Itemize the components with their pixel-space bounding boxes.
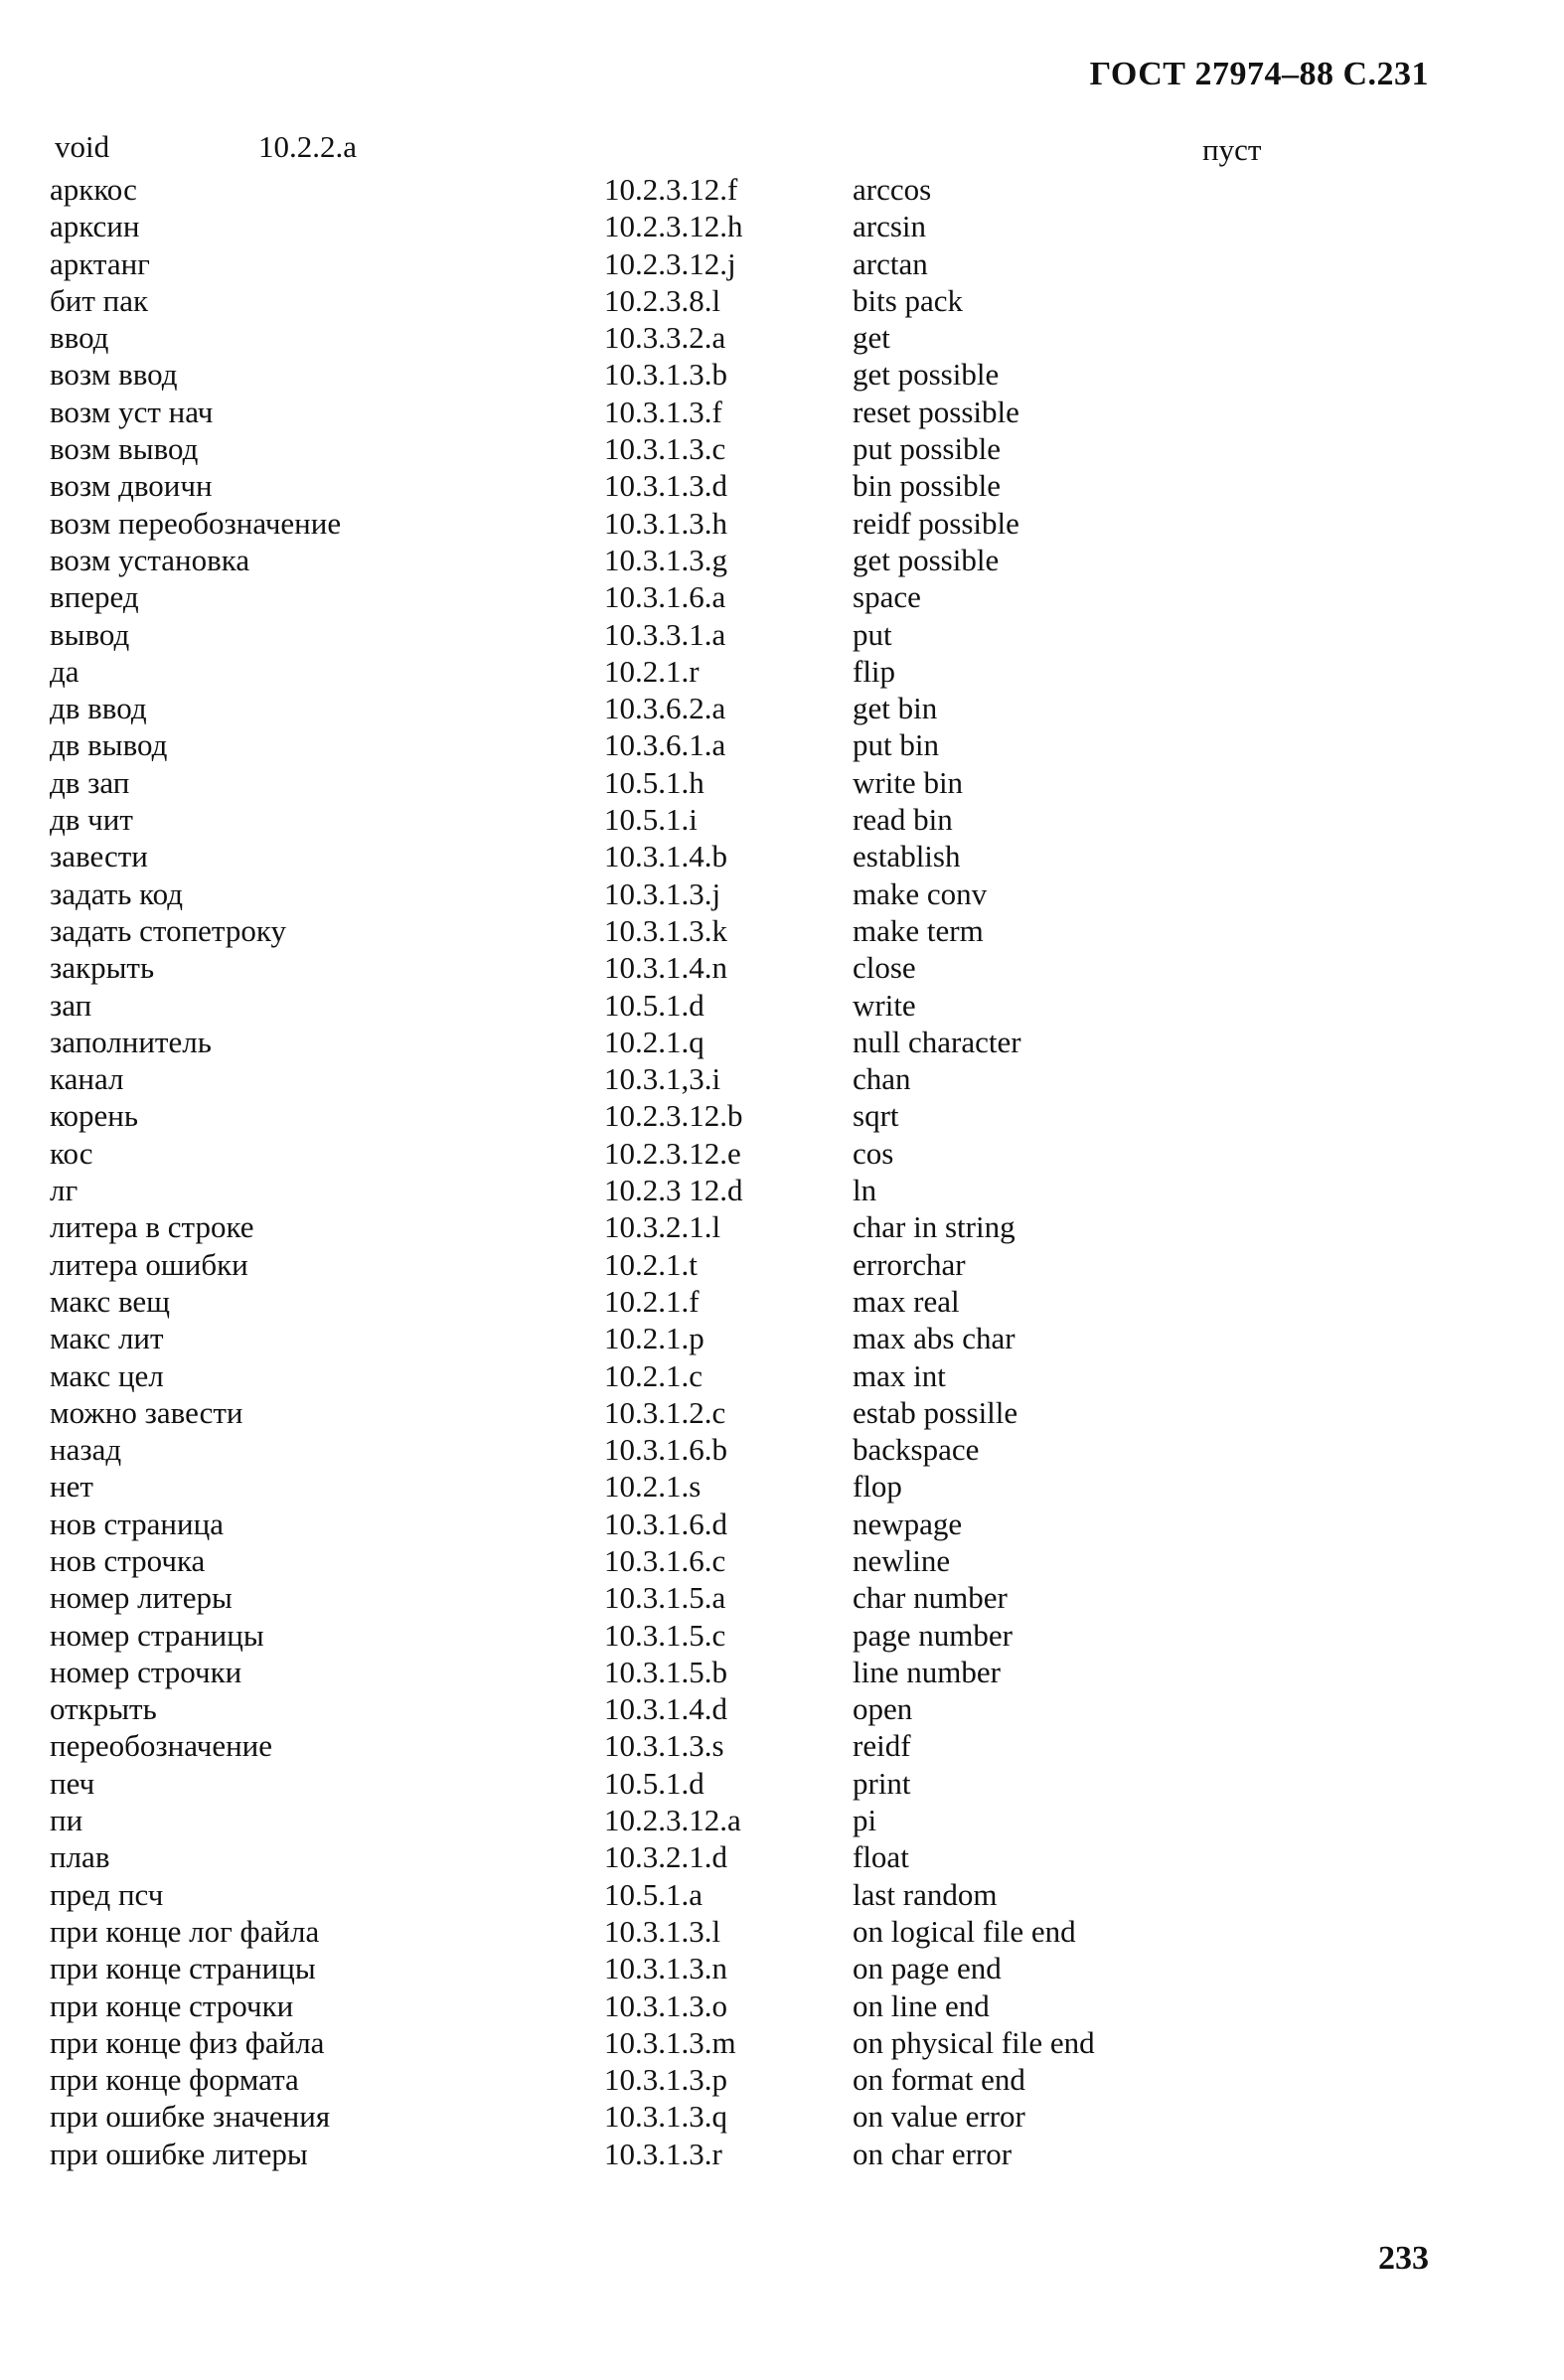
entry-translation: float: [853, 1839, 909, 1875]
index-entry: [0, 1394, 1564, 1431]
entry-reference: 10.3.1.3.h: [604, 505, 727, 541]
entry-name: пред псч: [50, 1876, 164, 1912]
entry-translation: put bin: [853, 727, 939, 763]
index-entry: [0, 726, 1564, 763]
entry-reference: 10.3.1.6.d: [604, 1506, 727, 1541]
entry-name: вперед: [50, 579, 139, 615]
entry-name: возм уст нач: [50, 394, 214, 429]
index-entry: [0, 394, 1564, 430]
entry-translation: print: [853, 1765, 911, 1801]
entry-translation: char in string: [853, 1209, 1016, 1245]
entry-translation: пуст: [1202, 132, 1262, 167]
entry-reference: 10.2.1.r: [604, 653, 700, 689]
entry-translation: line number: [853, 1654, 1001, 1689]
index-entry: [0, 430, 1564, 467]
index-entry: [0, 1690, 1564, 1727]
index-entry: [0, 912, 1564, 949]
entry-reference: 10.3.1.5.b: [604, 1654, 727, 1689]
entry-translation: bits pack: [853, 282, 964, 318]
index-entry: [0, 282, 1564, 319]
entry-translation: write: [853, 987, 916, 1023]
entry-reference: 10.3.1.3.d: [604, 468, 727, 504]
entry-name: при конце физ файла: [50, 2024, 325, 2060]
index-entry: [0, 1024, 1564, 1060]
index-entry: [0, 1987, 1564, 2024]
entry-translation: on line end: [853, 1987, 990, 2023]
entry-name: номер литеры: [50, 1580, 233, 1616]
entry-name: нов строчка: [50, 1542, 206, 1578]
entry-reference: 10.3.1.3.m: [604, 2024, 736, 2060]
index-entry: [0, 1060, 1564, 1097]
entry-name: при конце лог файла: [50, 1913, 320, 1949]
entry-reference: 10.3.1.4.b: [604, 839, 727, 874]
entry-reference: 10.5.1.i: [604, 802, 698, 838]
index-entry: [0, 690, 1564, 726]
entry-translation: max abs char: [853, 1321, 1016, 1356]
index-entry: [0, 653, 1564, 690]
index-entry: [0, 1542, 1564, 1579]
entry-reference: 10.2.1.f: [604, 1283, 700, 1319]
entry-translation: get possible: [853, 542, 1000, 577]
entry-translation: max int: [853, 1357, 946, 1393]
entry-reference: 10.3.2.1.l: [604, 1209, 721, 1245]
entry-reference: 10.3.1.3.k: [604, 912, 727, 948]
entry-translation: char number: [853, 1580, 1008, 1616]
entry-translation: bin possible: [853, 468, 1001, 504]
entry-reference: 10.3.3.1.a: [604, 616, 726, 652]
entry-reference: 10.3.1.3.c: [604, 431, 726, 467]
index-entry: [0, 1838, 1564, 1875]
index-entry: [0, 505, 1564, 542]
entry-name: при конце формата: [50, 2062, 299, 2098]
index-entry: [0, 1283, 1564, 1320]
entry-reference: 10.2.2.a: [258, 129, 358, 164]
index-entry: [0, 1135, 1564, 1172]
entry-reference: 10.2.3.12.f: [604, 172, 738, 207]
entry-name: нет: [50, 1469, 93, 1505]
entry-translation: backspace: [853, 1432, 980, 1468]
entry-translation: establish: [853, 839, 961, 874]
entry-name: макс вещ: [50, 1283, 171, 1319]
document-code: ГОСТ 27974–88 С.231: [1089, 56, 1429, 92]
entry-reference: 10.5.1.d: [604, 987, 704, 1023]
entry-reference: 10.2.3.12.h: [604, 209, 743, 244]
entry-name: дв ввод: [50, 691, 147, 726]
entry-name: бит пак: [50, 282, 149, 318]
entry-reference: 10.2.1.q: [604, 1024, 704, 1059]
entry-reference: 10.2.3.8.l: [604, 282, 721, 318]
index-entry: [0, 875, 1564, 912]
entry-reference: 10.3.1.3.s: [604, 1728, 724, 1764]
entry-reference: 10.3.1,3.i: [604, 1061, 721, 1097]
entry-translation: write bin: [853, 764, 964, 800]
entry-name: при конце страницы: [50, 1951, 316, 1986]
entry-reference: 10.2.1.s: [604, 1469, 702, 1505]
entry-reference: 10.3.1.3.b: [604, 357, 727, 393]
entry-name: макс цел: [50, 1357, 164, 1393]
entry-name: да: [50, 653, 79, 689]
entry-reference: 10.3.1.5.a: [604, 1580, 726, 1616]
index-entry: [0, 1468, 1564, 1505]
entry-name: нов страница: [50, 1506, 224, 1541]
index-entry: [0, 616, 1564, 653]
entry-translation: newpage: [853, 1506, 963, 1541]
entry-reference: 10.2.3.12.a: [604, 1803, 741, 1838]
entry-translation: on char error: [853, 2136, 1013, 2171]
entry-translation: put possible: [853, 431, 1001, 467]
index-entry: [0, 1357, 1564, 1394]
entry-reference: 10.3.1.3.p: [604, 2062, 727, 2098]
index-entry: [0, 1913, 1564, 1950]
entry-translation: reset possible: [853, 394, 1019, 429]
entry-name: дв зап: [50, 764, 130, 800]
entry-name: арксин: [50, 209, 140, 244]
entry-translation: read bin: [853, 802, 953, 838]
entry-reference: 10.2.3.12.j: [604, 245, 736, 281]
entry-reference: 10.3.1.4.n: [604, 950, 727, 986]
entry-translation: on value error: [853, 2099, 1025, 2135]
entry-reference: 10.3.6.1.a: [604, 727, 726, 763]
entry-name: завести: [50, 839, 148, 874]
entry-translation: reidf possible: [853, 505, 1019, 541]
entry-reference: 10.3.6.2.a: [604, 691, 726, 726]
entry-reference: 10.3.1.6.c: [604, 1542, 726, 1578]
index-entry: [0, 1654, 1564, 1690]
entry-name: возм установка: [50, 542, 250, 577]
entry-translation: close: [853, 950, 916, 986]
index-entry: [0, 1431, 1564, 1468]
index-entry: [0, 801, 1564, 838]
index-list: [0, 171, 1564, 2172]
entry-name: вывод: [50, 616, 130, 652]
entry-reference: 10.3.1.2.c: [604, 1394, 726, 1430]
entry-translation: on logical file end: [853, 1913, 1076, 1949]
entry-translation: on page end: [853, 1951, 1002, 1986]
entry-name: задать код: [50, 875, 184, 911]
entry-translation: newline: [853, 1542, 951, 1578]
entry-translation: flop: [853, 1469, 902, 1505]
index-entry: [0, 171, 1564, 208]
entry-translation: get bin: [853, 691, 938, 726]
index-entry-first: [0, 129, 1564, 171]
entry-name: заполнитель: [50, 1024, 212, 1059]
entry-name: номер строчки: [50, 1654, 242, 1689]
index-entry: [0, 1097, 1564, 1134]
entry-translation: put: [853, 616, 892, 652]
entry-name: возм двоичн: [50, 468, 213, 504]
entry-reference: 10.3.1.5.c: [604, 1617, 726, 1653]
index-entry: [0, 1208, 1564, 1245]
index-entry: [0, 1876, 1564, 1913]
index-entry: [0, 467, 1564, 504]
entry-translation: pi: [853, 1803, 877, 1838]
index-entry: [0, 1617, 1564, 1654]
entry-translation: open: [853, 1691, 913, 1727]
index-entry: [0, 838, 1564, 874]
index-entry: [0, 356, 1564, 393]
entry-translation: arctan: [853, 245, 928, 281]
entry-reference: 10.5.1.h: [604, 764, 704, 800]
index-entry: [0, 1802, 1564, 1838]
page-number: 233: [1378, 2240, 1429, 2277]
entry-reference: 10.3.1.3.r: [604, 2136, 722, 2171]
entry-translation: arccos: [853, 172, 932, 207]
entry-translation: flip: [853, 653, 896, 689]
entry-reference: 10.3.1.3.q: [604, 2099, 727, 2135]
entry-name: дв чит: [50, 802, 133, 838]
index-entry: [0, 1172, 1564, 1208]
entry-translation: null character: [853, 1024, 1021, 1059]
index-entry: [0, 578, 1564, 615]
entry-translation: max real: [853, 1283, 960, 1319]
entry-name: зап: [50, 987, 92, 1023]
entry-name: ввод: [50, 320, 109, 356]
entry-translation: chan: [853, 1061, 911, 1097]
entry-name: переобозначение: [50, 1728, 273, 1764]
entry-translation: ln: [853, 1173, 877, 1208]
index-entry: [0, 542, 1564, 578]
entry-reference: 10.3.1.3.o: [604, 1987, 727, 2023]
index-entry: [0, 1950, 1564, 1986]
index-entry: [0, 2024, 1564, 2061]
entry-translation: arcsin: [853, 209, 927, 244]
index-entry: [0, 2136, 1564, 2172]
entry-name: при конце строчки: [50, 1987, 294, 2023]
entry-reference: 10.3.1.3.f: [604, 394, 722, 429]
entry-translation: space: [853, 579, 921, 615]
index-entry: [0, 764, 1564, 801]
index-entry: [0, 245, 1564, 282]
entry-translation: make term: [853, 912, 984, 948]
entry-reference: 10.3.3.2.a: [604, 320, 726, 356]
entry-translation: page number: [853, 1617, 1013, 1653]
entry-reference: 10.3.1.3.l: [604, 1913, 721, 1949]
entry-reference: 10.2.3.12.e: [604, 1135, 741, 1171]
entry-name: пи: [50, 1803, 83, 1838]
entry-translation: sqrt: [853, 1098, 899, 1134]
entry-translation: get: [853, 320, 890, 356]
entry-name: возм ввод: [50, 357, 178, 393]
entry-name: макс лит: [50, 1321, 164, 1356]
index-entry: [0, 319, 1564, 356]
entry-reference: 10.5.1.d: [604, 1765, 704, 1801]
entry-translation: get possible: [853, 357, 1000, 393]
entry-name: при ошибке значения: [50, 2099, 331, 2135]
entry-name: корень: [50, 1098, 138, 1134]
entry-name: void: [55, 129, 110, 164]
entry-name: арктанг: [50, 245, 150, 281]
entry-translation: on format end: [853, 2062, 1025, 2098]
index-entry: [0, 2061, 1564, 2098]
entry-reference: 10.2.1.p: [604, 1321, 704, 1356]
entry-name: номер страницы: [50, 1617, 264, 1653]
entry-name: открыть: [50, 1691, 157, 1727]
index-entry: [0, 987, 1564, 1024]
index-entry: [0, 1765, 1564, 1802]
entry-reference: 10.3.1.3.n: [604, 1951, 727, 1986]
index-entry: [0, 1320, 1564, 1356]
entry-name: печ: [50, 1765, 95, 1801]
entry-name: литера ошибки: [50, 1246, 248, 1282]
index-entry: [0, 1579, 1564, 1616]
entry-reference: 10.3.2.1.d: [604, 1839, 727, 1875]
entry-translation: on physical file end: [853, 2024, 1095, 2060]
entry-name: дв вывод: [50, 727, 168, 763]
index-entry: [0, 2098, 1564, 2135]
entry-name: закрыть: [50, 950, 155, 986]
index-entry: [0, 1727, 1564, 1764]
entry-name: литера в строке: [50, 1209, 254, 1245]
entry-reference: 10.3.1.3.j: [604, 875, 721, 911]
entry-translation: make conv: [853, 875, 988, 911]
entry-translation: estab possille: [853, 1394, 1018, 1430]
entry-reference: 10.3.1.6.b: [604, 1432, 727, 1468]
entry-name: канал: [50, 1061, 124, 1097]
entry-name: назад: [50, 1432, 122, 1468]
entry-name: арккос: [50, 172, 137, 207]
entry-name: при ошибке литеры: [50, 2136, 308, 2171]
entry-reference: 10.2.1.c: [604, 1357, 704, 1393]
index-entry: [0, 1246, 1564, 1283]
entry-reference: 10.5.1.a: [604, 1876, 704, 1912]
entry-translation: last random: [853, 1876, 998, 1912]
entry-translation: reidf: [853, 1728, 911, 1764]
entry-translation: cos: [853, 1135, 894, 1171]
entry-reference: 10.3.1.4.d: [604, 1691, 727, 1727]
entry-name: плав: [50, 1839, 110, 1875]
entry-name: кос: [50, 1135, 93, 1171]
entry-reference: 10.2.1.t: [604, 1246, 698, 1282]
entry-reference: 10.2.3.12.b: [604, 1098, 743, 1134]
entry-name: возм переобозначение: [50, 505, 342, 541]
entry-reference: 10.3.1.3.g: [604, 542, 727, 577]
index-entry: [0, 208, 1564, 244]
entry-name: задать стопетроку: [50, 912, 286, 948]
entry-name: лг: [50, 1173, 78, 1208]
entry-reference: 10.3.1.6.a: [604, 579, 726, 615]
entry-reference: 10.2.3 12.d: [604, 1173, 743, 1208]
entry-name: можно завести: [50, 1394, 243, 1430]
entry-translation: errorchar: [853, 1246, 966, 1282]
index-entry: [0, 949, 1564, 986]
index-entry: [0, 1506, 1564, 1542]
entry-name: возм вывод: [50, 431, 199, 467]
